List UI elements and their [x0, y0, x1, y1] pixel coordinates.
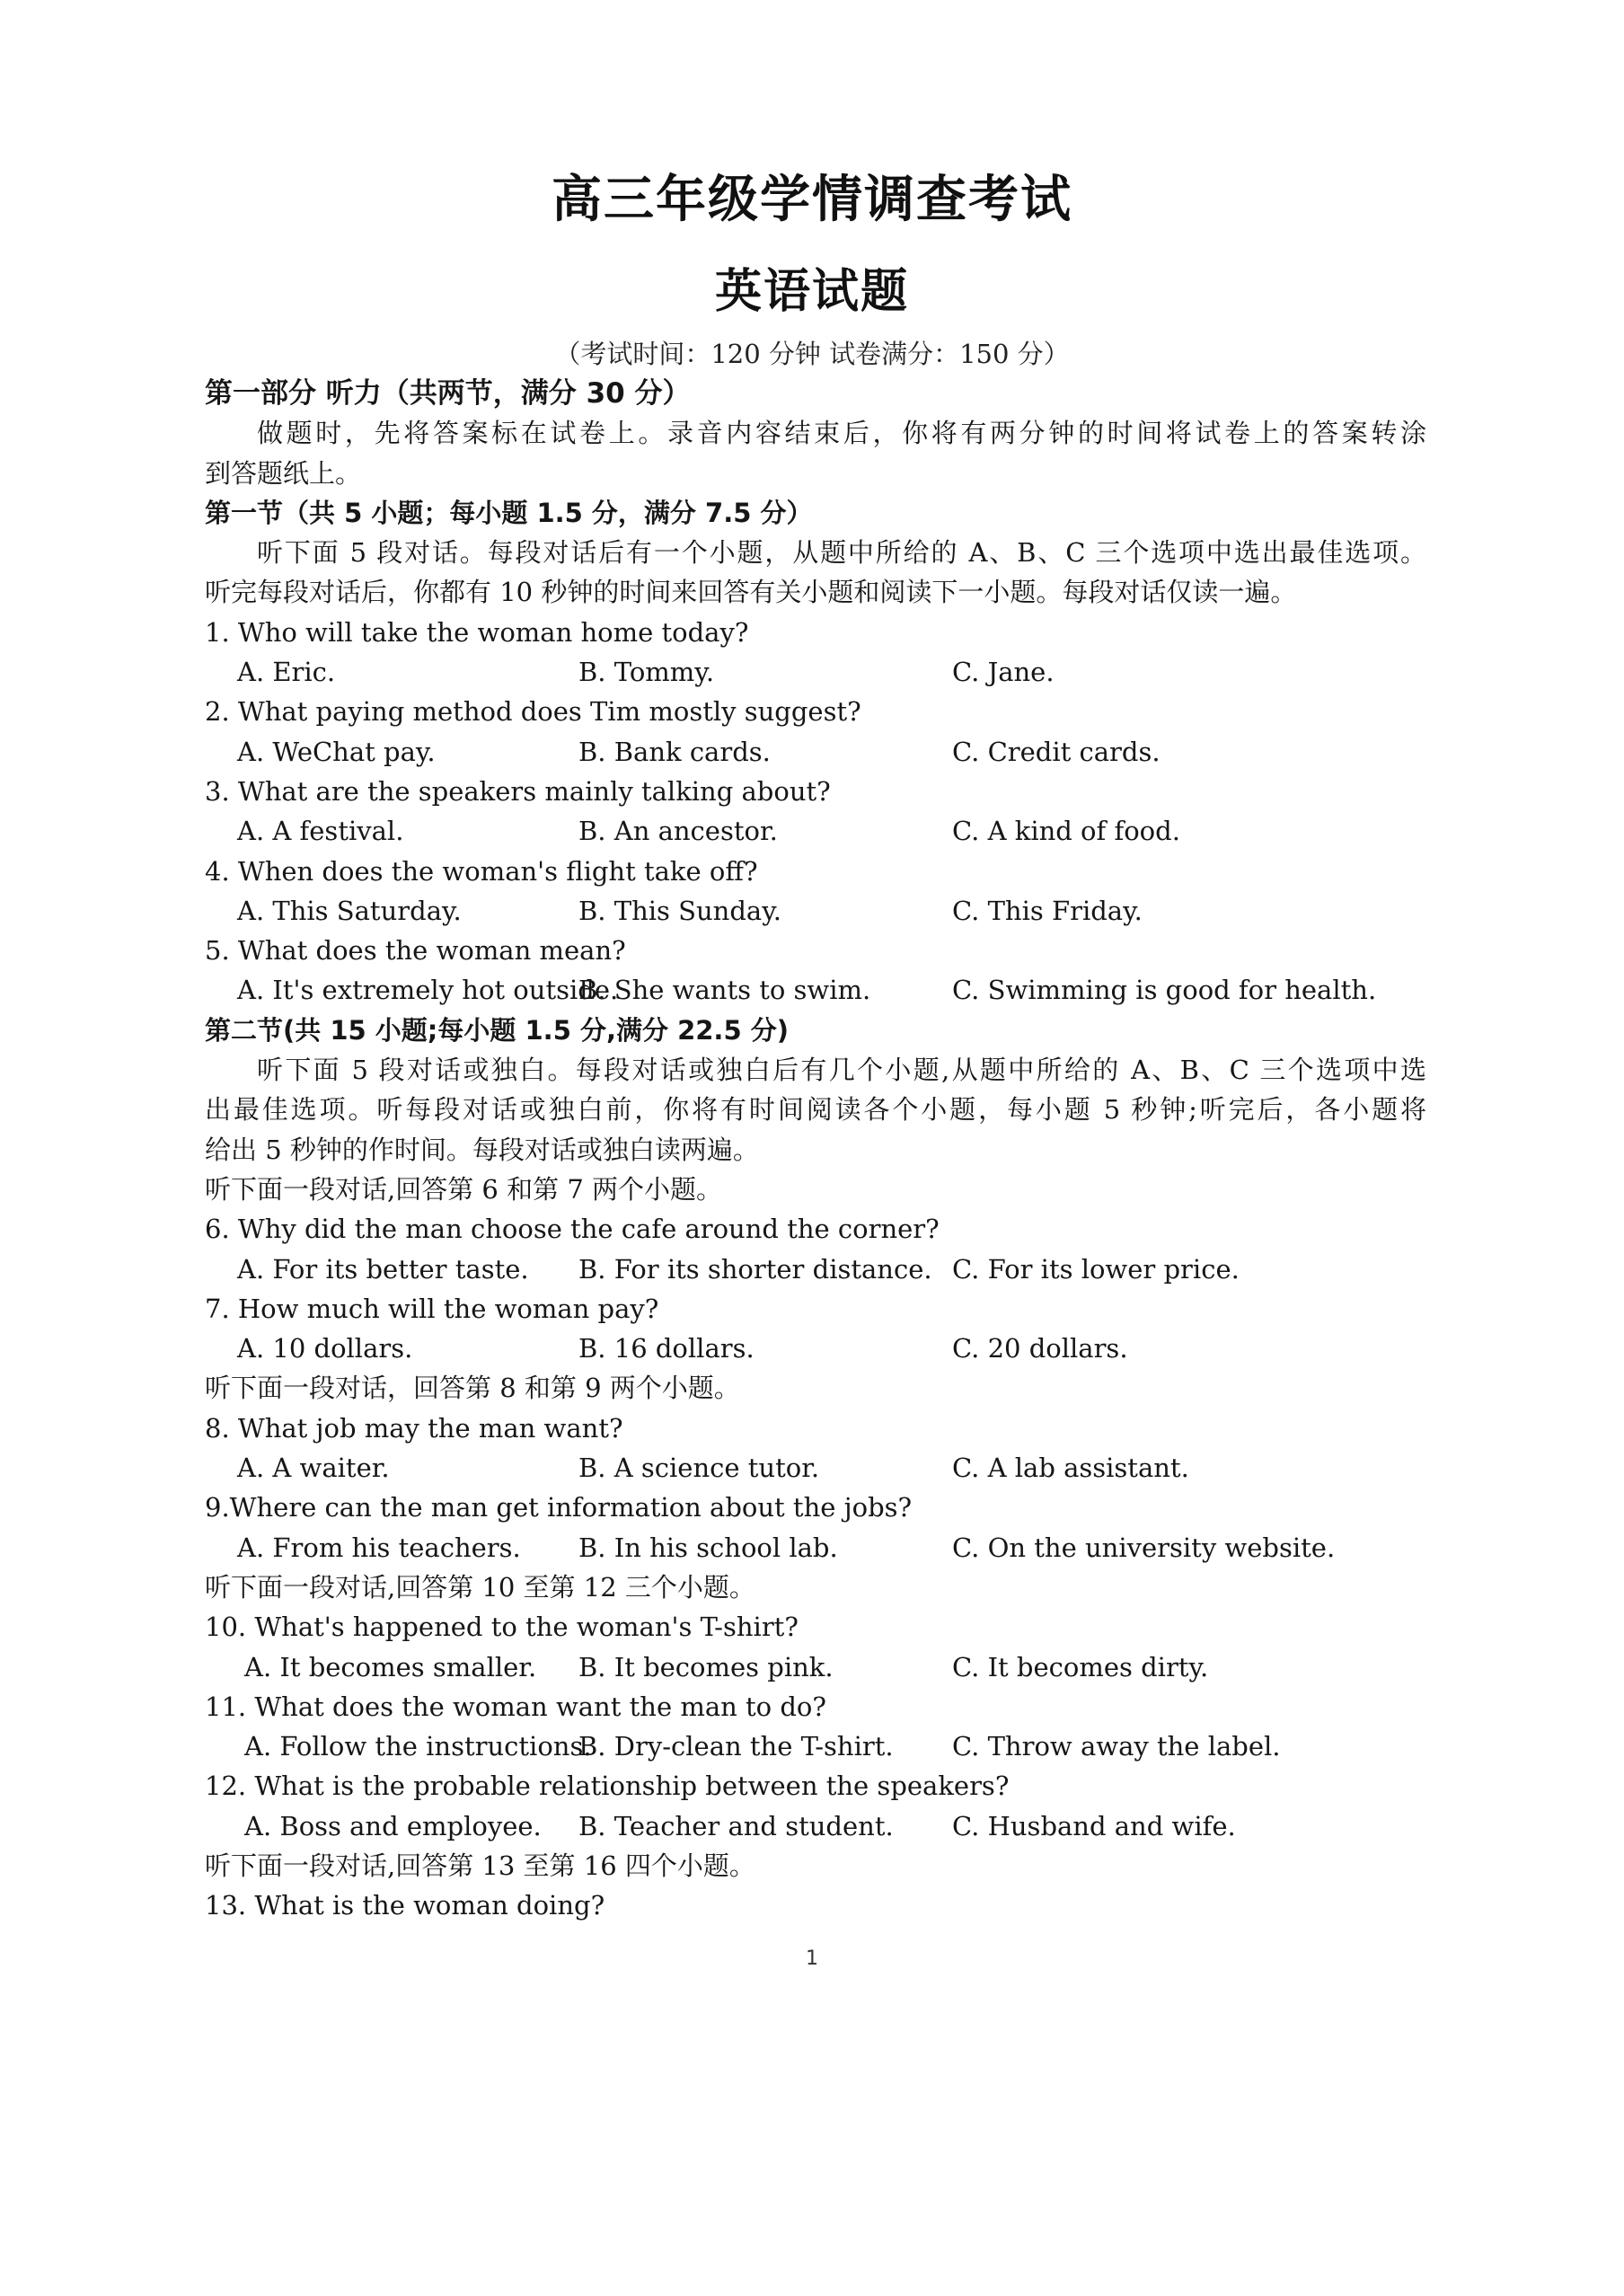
answer-options [205, 1726, 1426, 1766]
answer-options [205, 1528, 1426, 1567]
option-b: B. In his school lab. [578, 1532, 838, 1563]
answer-options [205, 891, 1426, 931]
option-a: A. Boss and employee. [244, 1810, 542, 1841]
option-a: A. It becomes smaller. [244, 1651, 537, 1682]
option-a: A. WeChat pay. [237, 736, 436, 767]
option-c: C. On the university website. [952, 1532, 1336, 1563]
option-c: C. For its lower price. [952, 1253, 1240, 1285]
option-b: B. This Sunday. [578, 895, 781, 926]
option-a: A. 10 dollars. [237, 1333, 413, 1364]
option-b: B. A science tutor. [578, 1453, 820, 1484]
question-stem: 12. What is the probable relationship between the speakers? [205, 1771, 1010, 1802]
question-stem: 5. What does the woman mean? [205, 935, 626, 967]
exam-body [205, 374, 1426, 1926]
option-b: B. An ancestor. [578, 816, 778, 847]
option-a: A. Follow the instructions. [244, 1731, 592, 1762]
option-b: B. She wants to swim. [578, 975, 871, 1006]
exam-info: （考试时间：120 分钟 试卷满分：150 分） [554, 339, 1070, 369]
answer-options [205, 732, 1426, 772]
question-stem: 3. What are the speakers mainly talking about? [205, 775, 831, 807]
option-c: C. This Friday. [952, 895, 1143, 926]
group-instruction: 听下面一段对话,回答第 6 和第 7 两个小题。 [205, 1173, 722, 1205]
option-c: C. Throw away the label. [952, 1731, 1281, 1762]
option-a: A. A waiter. [237, 1453, 390, 1484]
option-c: C. A kind of food. [952, 816, 1180, 847]
question-stem: 2. What paying method does Tim mostly suggest? [205, 696, 861, 728]
question-stem: 4. When does the woman's flight take off? [205, 855, 758, 887]
section1-heading: 第一节（共 5 小题；每小题 1.5 分，满分 7.5 分） [205, 497, 813, 528]
option-a: A. Eric. [237, 657, 336, 688]
option-a: A. For its better taste. [237, 1253, 529, 1285]
question-stem: 10. What's happened to the woman's T-shirt? [205, 1612, 799, 1643]
part1-intro: 到答题纸上。 [205, 457, 362, 489]
answer-options [205, 1448, 1426, 1488]
answer-options [205, 811, 1426, 851]
section1-intro: 听完每段对话后，你都有 10 秒钟的时间来回答有关小题和阅读下一小题。每段对话仅读一遍。 [205, 577, 1297, 608]
answer-options [205, 1647, 1426, 1687]
answer-options [205, 1329, 1426, 1368]
option-c: C. It becomes dirty. [952, 1651, 1209, 1682]
answer-options [205, 1250, 1426, 1289]
option-a: A. It's extremely hot outside. [237, 975, 619, 1006]
exam-title: 高三年级学情调查考试 [552, 171, 1072, 229]
option-c: C. Jane. [952, 657, 1055, 688]
option-b: B. Teacher and student. [578, 1810, 894, 1841]
section2-intro: 出最佳选项。听每段对话或独白前，你将有时间阅读各个小题，每小题 5 秒钟;听完后，各小题将 [205, 1094, 1426, 1126]
option-b: B. Bank cards. [578, 736, 771, 767]
section2-intro: 听下面 5 段对话或独白。每段对话或独白后有几个小题,从题中所给的 A、B、C 三个选项中选 [257, 1055, 1426, 1086]
section1-intro: 听下面 5 段对话。每段对话后有一个小题，从题中所给的 A、B、C 三个选项中选出最佳选项。 [257, 537, 1426, 569]
question-stem: 7. How much will the woman pay? [205, 1293, 659, 1324]
answer-options [205, 1806, 1426, 1846]
part1-heading: 第一部分 听力（共两节，满分 30 分） [205, 377, 691, 410]
page-number: 1 [806, 1947, 818, 1970]
group-instruction: 听下面一段对话，回答第 8 和第 9 两个小题。 [205, 1373, 740, 1404]
section2-heading: 第二节(共 15 小题;每小题 1.5 分,满分 22.5 分) [205, 1014, 789, 1046]
question-stem: 11. What does the woman want the man to do? [205, 1691, 826, 1722]
option-b: B. Tommy. [578, 657, 715, 688]
group-instruction: 听下面一段对话,回答第 10 至第 12 三个小题。 [205, 1571, 755, 1603]
option-b: B. Dry-clean the T-shirt. [578, 1731, 894, 1762]
question-stem: 9.Where can the man get information about the jobs? [205, 1492, 913, 1523]
question-stem: 6. Why did the man choose the cafe around the corner? [205, 1214, 940, 1245]
option-c: C. Credit cards. [952, 736, 1161, 767]
option-b: B. For its shorter distance. [578, 1253, 932, 1285]
question-stem: 13. What is the woman doing? [205, 1890, 605, 1921]
option-c: C. 20 dollars. [952, 1333, 1128, 1364]
answer-options [205, 652, 1426, 692]
section2-intro: 给出 5 秒钟的作时间。每段对话或独白读两遍。 [205, 1134, 759, 1165]
option-c: C. Husband and wife. [952, 1810, 1236, 1841]
group-instruction: 听下面一段对话,回答第 13 至第 16 四个小题。 [205, 1850, 755, 1881]
option-b: B. It becomes pink. [578, 1651, 834, 1682]
part1-intro: 做题时，先将答案标在试卷上。录音内容结束后，你将有两分钟的时间将试卷上的答案转涂 [257, 418, 1426, 449]
option-a: A. A festival. [237, 816, 404, 847]
option-a: A. This Saturday. [237, 895, 462, 926]
option-b: B. 16 dollars. [578, 1333, 755, 1364]
question-stem: 8. What job may the man want? [205, 1412, 623, 1444]
option-c: C. A lab assistant. [952, 1453, 1189, 1484]
answer-options [205, 970, 1426, 1010]
exam-subtitle: 英语试题 [714, 265, 909, 319]
option-a: A. From his teachers. [237, 1532, 521, 1563]
option-c: C. Swimming is good for health. [952, 975, 1377, 1006]
question-stem: 1. Who will take the woman home today? [205, 616, 749, 648]
